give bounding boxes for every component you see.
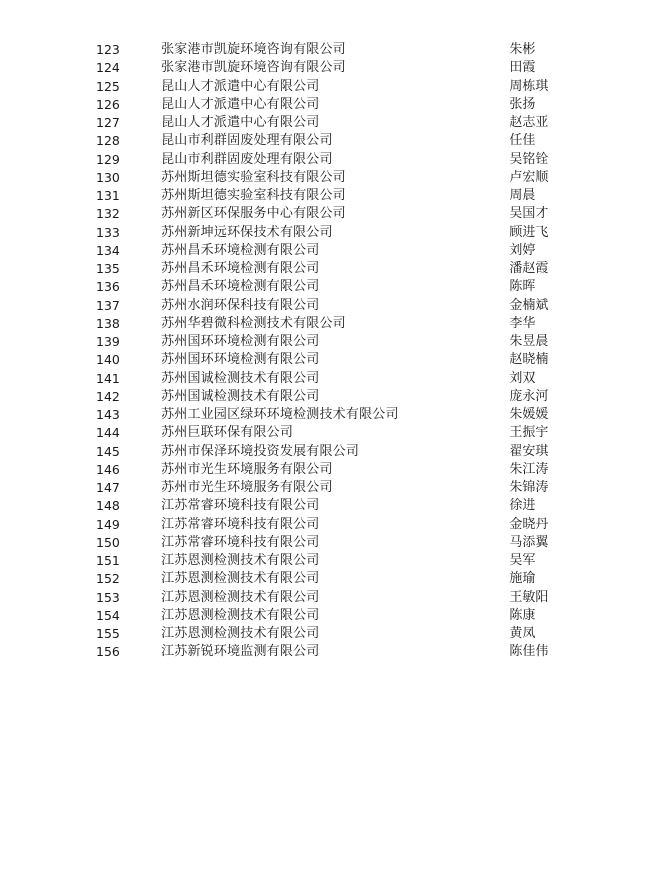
row-number: 156 bbox=[96, 644, 120, 660]
company-name: 江苏恩测检测技术有限公司 bbox=[161, 589, 320, 605]
table-row bbox=[0, 497, 600, 515]
person-name: 张扬 bbox=[509, 96, 536, 112]
row-number: 139 bbox=[96, 334, 120, 350]
person-name: 陈康 bbox=[509, 607, 536, 623]
row-number: 151 bbox=[96, 553, 120, 569]
row-number: 141 bbox=[96, 370, 120, 386]
table-row bbox=[0, 205, 600, 223]
row-number: 124 bbox=[96, 60, 120, 76]
company-name: 苏州新区环保服务中心有限公司 bbox=[161, 206, 346, 222]
person-name: 金楠斌 bbox=[509, 297, 549, 313]
row-number: 150 bbox=[96, 534, 120, 550]
row-number: 126 bbox=[96, 96, 120, 112]
table-row bbox=[0, 516, 600, 534]
person-name: 刘婷 bbox=[509, 242, 536, 258]
company-name: 张家港市凯旋环境咨询有限公司 bbox=[161, 60, 346, 76]
table-row bbox=[0, 114, 600, 132]
row-number: 140 bbox=[96, 352, 120, 368]
row-number: 147 bbox=[96, 480, 120, 496]
person-name: 吴军 bbox=[509, 553, 536, 569]
table-row bbox=[0, 315, 600, 333]
company-name: 苏州国诚检测技术有限公司 bbox=[161, 370, 320, 386]
person-name: 金晓丹 bbox=[509, 516, 549, 532]
table-row bbox=[0, 242, 600, 260]
row-number: 144 bbox=[96, 425, 120, 441]
table-row bbox=[0, 443, 600, 461]
roster-table bbox=[0, 41, 600, 662]
company-name: 苏州昌禾环境检测有限公司 bbox=[161, 261, 320, 277]
table-row bbox=[0, 406, 600, 424]
person-name: 卢宏顺 bbox=[509, 169, 549, 185]
company-name: 苏州华碧微科检测技术有限公司 bbox=[161, 315, 346, 331]
company-name: 昆山人才派遣中心有限公司 bbox=[161, 115, 320, 131]
company-name: 苏州市光生环境服务有限公司 bbox=[161, 480, 333, 496]
person-name: 刘双 bbox=[509, 370, 536, 386]
table-row bbox=[0, 78, 600, 96]
person-name: 顾进飞 bbox=[509, 224, 549, 240]
person-name: 王振宇 bbox=[509, 425, 549, 441]
row-number: 153 bbox=[96, 589, 120, 605]
row-number: 132 bbox=[96, 206, 120, 222]
row-number: 148 bbox=[96, 498, 120, 514]
person-name: 朱昱晨 bbox=[509, 334, 549, 350]
company-name: 苏州国环环境检测有限公司 bbox=[161, 352, 320, 368]
table-row bbox=[0, 643, 600, 661]
company-name: 苏州斯坦德实验室科技有限公司 bbox=[161, 169, 346, 185]
row-number: 142 bbox=[96, 388, 120, 404]
row-number: 136 bbox=[96, 279, 120, 295]
person-name: 徐进 bbox=[509, 498, 536, 514]
table-row bbox=[0, 260, 600, 278]
table-row bbox=[0, 132, 600, 150]
company-name: 昆山市利群固废处理有限公司 bbox=[161, 133, 333, 149]
table-row bbox=[0, 552, 600, 570]
company-name: 苏州巨联环保有限公司 bbox=[161, 425, 294, 441]
person-name: 朱彬 bbox=[509, 42, 536, 58]
company-name: 苏州市保泽环境投资发展有限公司 bbox=[161, 443, 360, 459]
table-row bbox=[0, 169, 600, 187]
table-row bbox=[0, 41, 600, 59]
company-name: 江苏恩测检测技术有限公司 bbox=[161, 571, 320, 587]
company-name: 江苏常睿环境科技有限公司 bbox=[161, 534, 320, 550]
row-number: 143 bbox=[96, 407, 120, 423]
table-row bbox=[0, 333, 600, 351]
row-number: 129 bbox=[96, 151, 120, 167]
company-name: 苏州水润环保科技有限公司 bbox=[161, 297, 320, 313]
company-name: 江苏恩测检测技术有限公司 bbox=[161, 626, 320, 642]
table-row bbox=[0, 96, 600, 114]
roster-body bbox=[0, 41, 600, 662]
table-row bbox=[0, 59, 600, 77]
person-name: 陈佳伟 bbox=[509, 644, 549, 660]
person-name: 周晨 bbox=[509, 188, 536, 204]
person-name: 潘赵霞 bbox=[509, 261, 549, 277]
company-name: 江苏恩测检测技术有限公司 bbox=[161, 553, 320, 569]
row-number: 130 bbox=[96, 169, 120, 185]
table-row bbox=[0, 278, 600, 296]
company-name: 苏州市光生环境服务有限公司 bbox=[161, 461, 333, 477]
table-row bbox=[0, 351, 600, 369]
table-row bbox=[0, 534, 600, 552]
company-name: 昆山人才派遣中心有限公司 bbox=[161, 96, 320, 112]
person-name: 马添翼 bbox=[509, 534, 549, 550]
table-row bbox=[0, 224, 600, 242]
table-row bbox=[0, 589, 600, 607]
company-name: 苏州国环环境检测有限公司 bbox=[161, 334, 320, 350]
table-row bbox=[0, 607, 600, 625]
row-number: 138 bbox=[96, 315, 120, 331]
person-name: 赵晓楠 bbox=[509, 352, 549, 368]
table-row bbox=[0, 370, 600, 388]
row-number: 123 bbox=[96, 42, 120, 58]
company-name: 江苏常睿环境科技有限公司 bbox=[161, 516, 320, 532]
person-name: 田霞 bbox=[509, 60, 536, 76]
row-number: 127 bbox=[96, 115, 120, 131]
row-number: 155 bbox=[96, 626, 120, 642]
row-number: 149 bbox=[96, 516, 120, 532]
row-number: 128 bbox=[96, 133, 120, 149]
person-name: 吴铭铨 bbox=[509, 151, 549, 167]
row-number: 145 bbox=[96, 443, 120, 459]
company-name: 昆山人才派遣中心有限公司 bbox=[161, 78, 320, 94]
person-name: 施瑜 bbox=[509, 571, 536, 587]
person-name: 赵志亚 bbox=[509, 115, 549, 131]
table-row bbox=[0, 461, 600, 479]
person-name: 朱锦涛 bbox=[509, 480, 549, 496]
table-row bbox=[0, 570, 600, 588]
table-row bbox=[0, 297, 600, 315]
table-row bbox=[0, 187, 600, 205]
person-name: 王敏阳 bbox=[509, 589, 549, 605]
row-number: 146 bbox=[96, 461, 120, 477]
company-name: 苏州新坤远环保技术有限公司 bbox=[161, 224, 333, 240]
row-number: 154 bbox=[96, 607, 120, 623]
company-name: 江苏恩测检测技术有限公司 bbox=[161, 607, 320, 623]
company-name: 苏州昌禾环境检测有限公司 bbox=[161, 242, 320, 258]
person-name: 翟安琪 bbox=[509, 443, 549, 459]
row-number: 152 bbox=[96, 571, 120, 587]
row-number: 134 bbox=[96, 242, 120, 258]
table-row bbox=[0, 388, 600, 406]
table-row bbox=[0, 479, 600, 497]
row-number: 137 bbox=[96, 297, 120, 313]
person-name: 周栋琪 bbox=[509, 78, 549, 94]
person-name: 任佳 bbox=[509, 133, 536, 149]
company-name: 张家港市凯旋环境咨询有限公司 bbox=[161, 42, 346, 58]
table-row bbox=[0, 424, 600, 442]
person-name: 李华 bbox=[509, 315, 536, 331]
person-name: 陈晖 bbox=[509, 279, 536, 295]
company-name: 江苏常睿环境科技有限公司 bbox=[161, 498, 320, 514]
company-name: 苏州斯坦德实验室科技有限公司 bbox=[161, 188, 346, 204]
company-name: 苏州工业园区绿环环境检测技术有限公司 bbox=[161, 407, 399, 423]
company-name: 苏州国诚检测技术有限公司 bbox=[161, 388, 320, 404]
row-number: 131 bbox=[96, 188, 120, 204]
person-name: 朱媛媛 bbox=[509, 407, 549, 423]
person-name: 黄凤 bbox=[509, 626, 536, 642]
row-number: 135 bbox=[96, 261, 120, 277]
company-name: 昆山市利群固废处理有限公司 bbox=[161, 151, 333, 167]
table-row bbox=[0, 151, 600, 169]
company-name: 苏州昌禾环境检测有限公司 bbox=[161, 279, 320, 295]
person-name: 吴国才 bbox=[509, 206, 549, 222]
row-number: 133 bbox=[96, 224, 120, 240]
company-name: 江苏新锐环境监测有限公司 bbox=[161, 644, 320, 660]
table-row bbox=[0, 625, 600, 643]
person-name: 庞永河 bbox=[509, 388, 549, 404]
row-number: 125 bbox=[96, 78, 120, 94]
person-name: 朱江涛 bbox=[509, 461, 549, 477]
